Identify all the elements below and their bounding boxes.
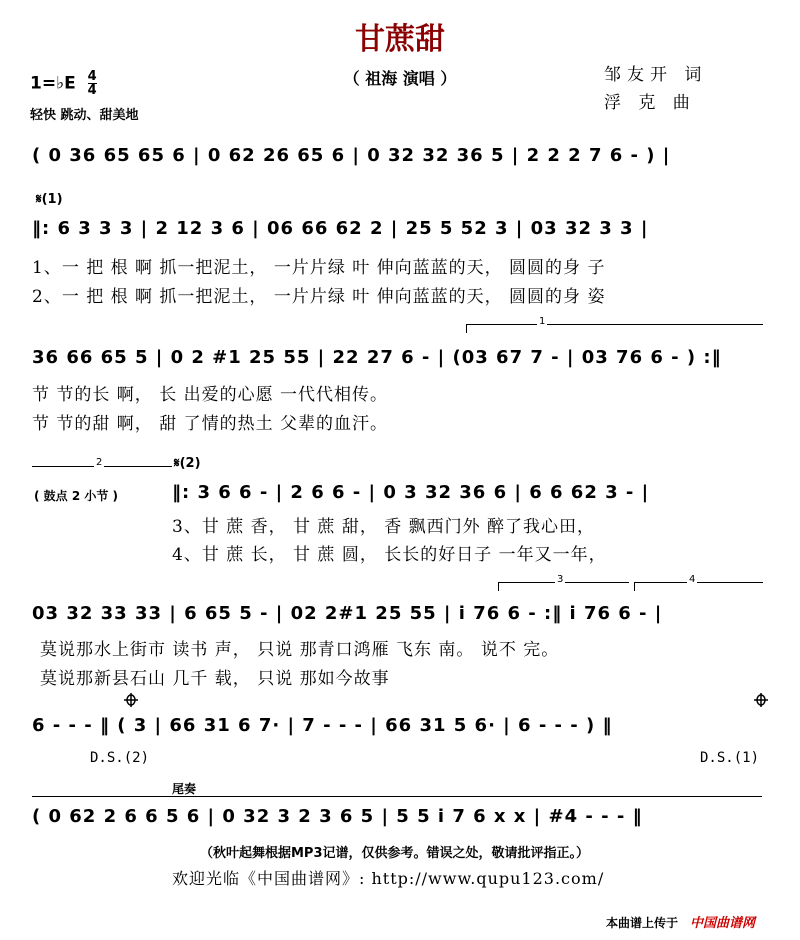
volta-number-3: 3 [557,574,564,585]
time-sig-denominator: 4 [87,83,97,98]
outro-line [32,796,762,797]
system-4-notes: ‖: 3 6 6 - | 2 6 6 - | 0 3 32 36 6 | 6 6 62 3 - | [172,482,650,503]
system-2-lyric-2: 2、一 把 根 啊 抓一把泥土， 一片片绿 叶 伸向蓝蓝的天， 圆圆的身 姿 [32,287,606,307]
upload-label: 本曲谱上传于 [606,916,679,930]
volta-number-1: 1 [539,316,546,327]
system-2-notes: ‖: 6 3 3 3 | 2 12 3 6 | 06 66 62 2 | 25 5 52 3 | 03 32 3 3 | [32,218,649,239]
volta-bracket-3 [498,574,629,591]
system-4-lyric-1: 3、甘 蔗 香， 甘 蔗 甜， 香 飘西门外 醉了我心田， [172,517,596,537]
performer-subtitle: （ 祖海 演唱 ） [343,69,457,88]
system-2-lyric-1: 1、一 把 根 啊 抓一把泥土， 一片片绿 叶 伸向蓝蓝的天， 圆圆的身 子 [32,258,606,278]
composer-credit: 浮 克 曲 [604,93,696,113]
volta-bracket-4 [634,574,763,591]
site-logo: 中国曲谱网 [690,916,756,931]
drum-intro-note: ( 鼓点 2 小节 ) [34,489,119,503]
coda-icon-end [754,693,768,707]
site-welcome: 欢迎光临《中国曲谱网》: http://www.qupu123.com/ [172,869,605,888]
system-5-notes: 03 32 33 33 | 6 65 5 - | 02 2#1 25 55 | i 76 6 - :‖ i 76 6 - | [32,603,663,624]
system-6-notes: 6 - - - ‖ ( 3 | 66 31 6 7· | 7 - - - | 66 31 5 6· | 6 - - - ) ‖ [32,715,613,736]
transcription-note: （秋叶起舞根据MP3记谱，仅供参考。错误之处，敬请批评指正。） [200,846,590,861]
lyricist-credit: 邹友开 词 [604,65,708,85]
segno-mark-1: 𝄋(1) [36,192,63,207]
key-signature [30,70,97,97]
song-title: 甘蔗甜 [355,22,445,57]
system-3-notes: 36 66 65 5 | 0 2 #1 25 55 | 22 27 6 - | (03 67 7 - | 03 76 6 - ) :‖ [32,347,722,368]
volta-number-4: 4 [689,574,696,585]
system-1-notes: ( 0 36 65 65 6 | 0 62 26 65 6 | 0 32 32 36 5 | 2 2 2 7 6 - ) | [32,145,671,166]
system-4-lyric-2: 4、甘 蔗 长， 甘 蔗 圆， 长长的好日子 一年又一年， [172,545,607,565]
system-3-lyric-1: 节 节的长 啊， 长 出爱的心愿 一代代相传。 [32,385,389,405]
time-signature [88,70,97,97]
coda-icon [124,693,138,707]
volta-number-2: 2 [96,457,103,468]
system-5-lyric-2: 莫说那新县石山 几千 载， 只说 那如今故事 [40,669,390,689]
time-sig-numerator: 4 [87,69,97,84]
dal-segno-2: D.S.(2) [90,750,150,766]
segno-mark-2: 𝄋(2) [174,456,201,471]
system-7-notes: ( 0 62 2 6 6 5 6 | 0 32 3 2 3 6 5 | 5 5 i 7 6 x x | #4 - - - ‖ [32,806,643,827]
outro-label: 尾奏 [172,782,197,796]
system-5-lyric-1: 莫说那水上街市 读书 声， 只说 那青口鸿雁 飞东 南。 说不 完。 [40,640,560,660]
system-3-lyric-2: 节 节的甜 啊， 甜 了情的热土 父辈的血汗。 [32,414,389,434]
tempo-marking: 轻快 跳动、甜美地 [30,108,139,123]
key-text: 1=♭E [30,73,76,94]
volta-bracket-1 [466,316,763,333]
dal-segno-1: D.S.(1) [700,750,760,766]
